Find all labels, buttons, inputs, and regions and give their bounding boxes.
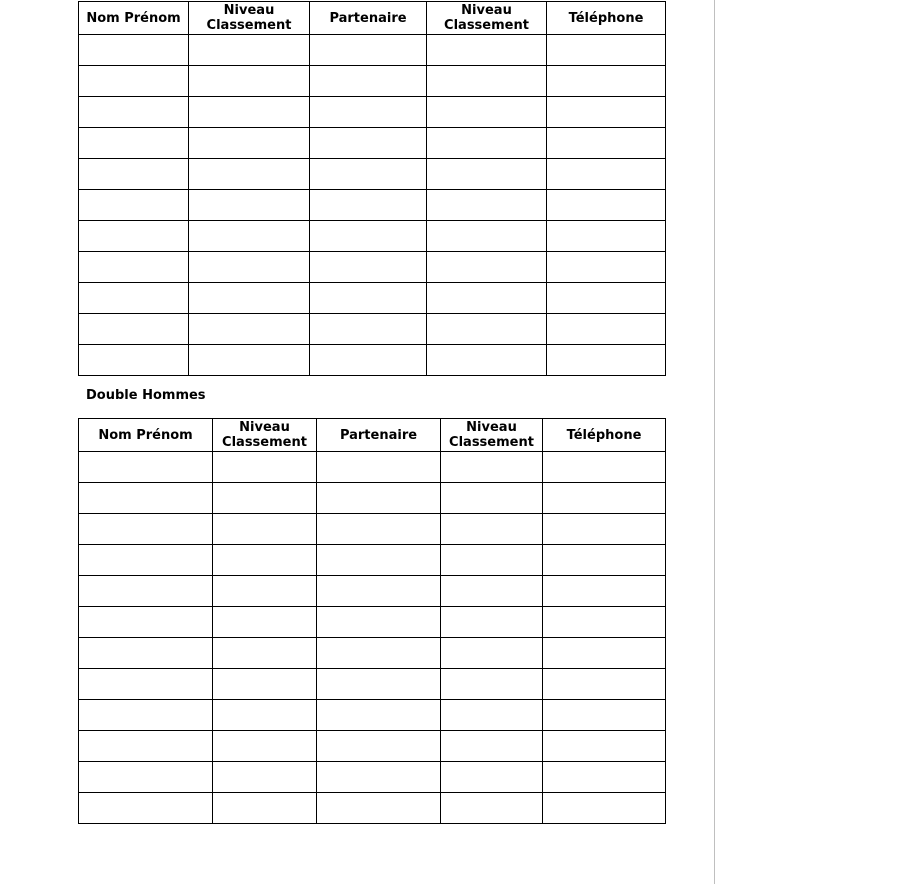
table-cell (543, 638, 666, 669)
table-cell (79, 638, 213, 669)
table-cell (79, 252, 189, 283)
table-row (79, 700, 666, 731)
header-partenaire: Partenaire (310, 2, 427, 35)
header-niveau-classement: Niveau Classement (189, 2, 310, 35)
table-cell (427, 190, 547, 221)
table-cell (317, 700, 441, 731)
table-cell (189, 283, 310, 314)
table-cell (547, 66, 666, 97)
table-cell (213, 545, 317, 576)
table-cell (310, 159, 427, 190)
table-cell (317, 762, 441, 793)
table-cell (547, 190, 666, 221)
table-cell (79, 283, 189, 314)
table-cell (543, 545, 666, 576)
table-row (79, 66, 666, 97)
table-cell (189, 35, 310, 66)
table-row (79, 514, 666, 545)
table-cell (441, 607, 543, 638)
table-cell (79, 483, 213, 514)
table-cell (441, 638, 543, 669)
table-cell (79, 700, 213, 731)
table-cell (317, 576, 441, 607)
table-cell (441, 545, 543, 576)
table-cell (79, 793, 213, 824)
table-cell (189, 345, 310, 376)
table-cell (427, 314, 547, 345)
header-niveau-classement: Niveau Classement (213, 419, 317, 452)
table-cell (213, 762, 317, 793)
table-row (79, 283, 666, 314)
table-header-row (79, 2, 666, 35)
table-cell (441, 576, 543, 607)
table-cell (547, 128, 666, 159)
table-cell (79, 545, 213, 576)
table-cell (441, 452, 543, 483)
table-cell (310, 252, 427, 283)
table-cell (189, 221, 310, 252)
table-cell (543, 514, 666, 545)
table-cell (317, 669, 441, 700)
table-row (79, 452, 666, 483)
table-cell (79, 314, 189, 345)
table-cell (79, 607, 213, 638)
table-cell (543, 700, 666, 731)
table-cell (189, 159, 310, 190)
table-cell (543, 669, 666, 700)
table-cell (441, 700, 543, 731)
table-cell (543, 762, 666, 793)
table-row (79, 97, 666, 128)
table-cell (189, 190, 310, 221)
table-cell (189, 128, 310, 159)
table-cell (189, 314, 310, 345)
table-cell (427, 283, 547, 314)
table-cell (310, 221, 427, 252)
table-cell (547, 283, 666, 314)
table-cell (79, 66, 189, 97)
table-cell (441, 669, 543, 700)
header-telephone: Téléphone (543, 419, 666, 452)
table-cell (427, 159, 547, 190)
table-cell (213, 793, 317, 824)
table-cell (543, 576, 666, 607)
table-cell (547, 159, 666, 190)
table-cell (213, 638, 317, 669)
table-row (79, 252, 666, 283)
table-cell (310, 35, 427, 66)
table-cell (427, 221, 547, 252)
table-cell (213, 700, 317, 731)
table-row (79, 545, 666, 576)
table-cell (543, 793, 666, 824)
table-row (79, 35, 666, 66)
table-row (79, 221, 666, 252)
header-nom-prenom: Nom Prénom (79, 2, 189, 35)
table-cell (189, 66, 310, 97)
table-cell (317, 483, 441, 514)
header-niveau-classement-partenaire: Niveau Classement (441, 419, 543, 452)
table-row (79, 576, 666, 607)
table-cell (189, 97, 310, 128)
table-cell (543, 452, 666, 483)
table-cell (310, 345, 427, 376)
table-cell (310, 283, 427, 314)
table-cell (317, 638, 441, 669)
header-niveau-classement-partenaire: Niveau Classement (427, 2, 547, 35)
table-cell (543, 483, 666, 514)
table-cell (79, 731, 213, 762)
table-cell (189, 252, 310, 283)
table-cell (79, 452, 213, 483)
table-cell (79, 35, 189, 66)
table-cell (317, 514, 441, 545)
table-cell (543, 607, 666, 638)
table-row (79, 128, 666, 159)
registration-table-top (78, 1, 666, 376)
table-row (79, 345, 666, 376)
table-cell (79, 159, 189, 190)
table-row (79, 159, 666, 190)
table-row (79, 190, 666, 221)
table-cell (441, 514, 543, 545)
table-row (79, 762, 666, 793)
viewer-background (715, 0, 903, 884)
header-partenaire: Partenaire (317, 419, 441, 452)
table-cell (79, 345, 189, 376)
table-cell (427, 35, 547, 66)
table-cell (427, 345, 547, 376)
header-telephone: Téléphone (547, 2, 666, 35)
table-cell (441, 483, 543, 514)
table-cell (427, 128, 547, 159)
table-cell (79, 576, 213, 607)
table-cell (79, 514, 213, 545)
table-cell (310, 97, 427, 128)
table-row (79, 607, 666, 638)
table-cell (547, 252, 666, 283)
table-cell (441, 762, 543, 793)
table-cell (547, 345, 666, 376)
table-cell (317, 793, 441, 824)
table-cell (441, 793, 543, 824)
table-cell (213, 452, 317, 483)
table-cell (79, 221, 189, 252)
table-cell (213, 731, 317, 762)
registration-table-double-hommes (78, 418, 666, 824)
table-cell (441, 731, 543, 762)
table-cell (310, 128, 427, 159)
table-header-row (79, 419, 666, 452)
table-cell (547, 35, 666, 66)
table-cell (543, 731, 666, 762)
table-cell (547, 314, 666, 345)
section-title-double-hommes: Double Hommes (86, 388, 206, 403)
table-row (79, 793, 666, 824)
table-cell (427, 66, 547, 97)
table-cell (213, 514, 317, 545)
table-row (79, 638, 666, 669)
table-cell (317, 731, 441, 762)
table-cell (317, 452, 441, 483)
table-row (79, 314, 666, 345)
header-nom-prenom: Nom Prénom (79, 419, 213, 452)
table-row (79, 483, 666, 514)
table-cell (213, 607, 317, 638)
table-cell (317, 545, 441, 576)
table-cell (547, 97, 666, 128)
table-cell (310, 190, 427, 221)
table-cell (427, 97, 547, 128)
table-cell (79, 669, 213, 700)
table-cell (213, 669, 317, 700)
table-cell (310, 314, 427, 345)
table-cell (427, 252, 547, 283)
table-cell (547, 221, 666, 252)
table-cell (213, 576, 317, 607)
table-row (79, 669, 666, 700)
table-cell (310, 66, 427, 97)
table-cell (79, 762, 213, 793)
table-cell (79, 128, 189, 159)
table-cell (79, 97, 189, 128)
table-row (79, 731, 666, 762)
table-cell (79, 190, 189, 221)
table-cell (317, 607, 441, 638)
table-cell (213, 483, 317, 514)
